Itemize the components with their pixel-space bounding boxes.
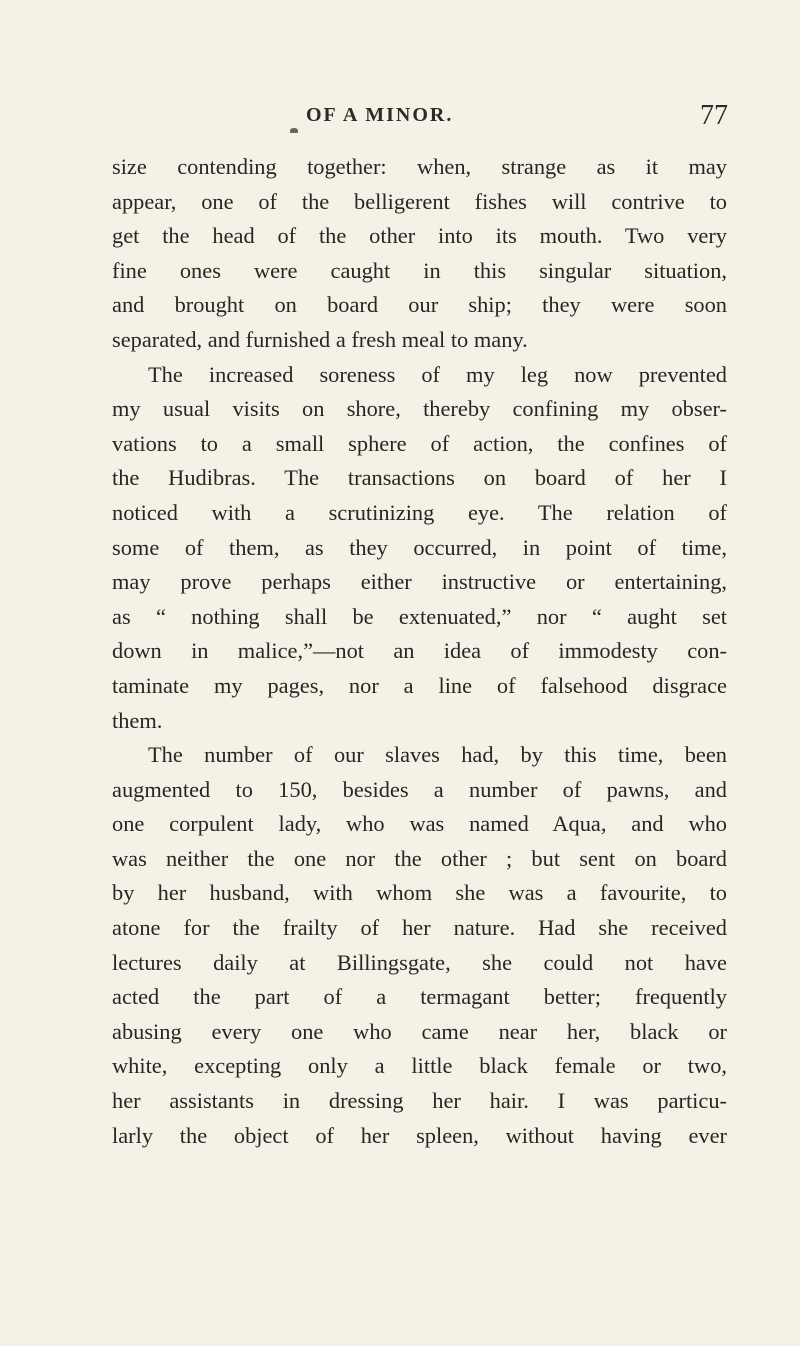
text-line: atone for the frailty of her nature. Had she received [112,915,727,941]
text-line: them. [112,707,163,733]
body-text [112,150,727,1153]
text-line: her assistants in dressing her hair. I was particu- [112,1088,727,1114]
text-line: by her husband, with whom she was a favourite, to [112,880,727,906]
text-line: down in malice,”—not an idea of immodesty con- [112,638,727,664]
text-line: was neither the one nor the other ; but sent on board [112,845,727,871]
text-line: abusing every one who came near her, black or [112,1018,727,1044]
running-title: OF A MINOR. [306,104,454,126]
text-line: get the head of the other into its mouth. Two very [112,223,727,249]
text-line: white, excepting only a little black female or two, [112,1053,727,1079]
text-line: noticed with a scrutinizing eye. The relation of [112,499,727,525]
text-line: appear, one of the belligerent fishes will contrive to [112,188,727,214]
ornament-mark-icon [290,128,298,133]
page-number: 77 [700,100,728,131]
text-line: the Hudibras. The transactions on board of her I [112,465,727,491]
text-line: as “ nothing shall be extenuated,” nor “ aught set [112,603,727,629]
paragraph-start-line: The increased soreness of my leg now prevented [148,361,727,387]
text-line: vations to a small sphere of action, the confines of [112,430,727,456]
text-line: my usual visits on shore, thereby confining my obser- [112,396,727,422]
text-line: separated, and furnished a fresh meal to many. [112,326,528,352]
text-line: fine ones were caught in this singular situation, [112,257,727,283]
text-line: size contending together: when, strange as it may [112,154,727,179]
text-line: augmented to 150, besides a number of pawns, and [112,776,727,802]
text-line: may prove perhaps either instructive or entertaining, [112,569,727,595]
text-line: and brought on board our ship; they were soon [112,292,727,318]
text-line: acted the part of a termagant better; frequently [112,984,727,1010]
text-line: some of them, as they occurred, in point of time, [112,534,727,560]
text-line: taminate my pages, nor a line of falsehood disgrace [112,672,727,698]
paragraph-start-line: The number of our slaves had, by this time, been [148,742,727,768]
running-head [0,100,800,140]
text-line: larly the object of her spleen, without having ever [112,1122,727,1148]
text-line: lectures daily at Billingsgate, she could not have [112,949,727,975]
text-line: one corpulent lady, who was named Aqua, and who [112,811,727,837]
